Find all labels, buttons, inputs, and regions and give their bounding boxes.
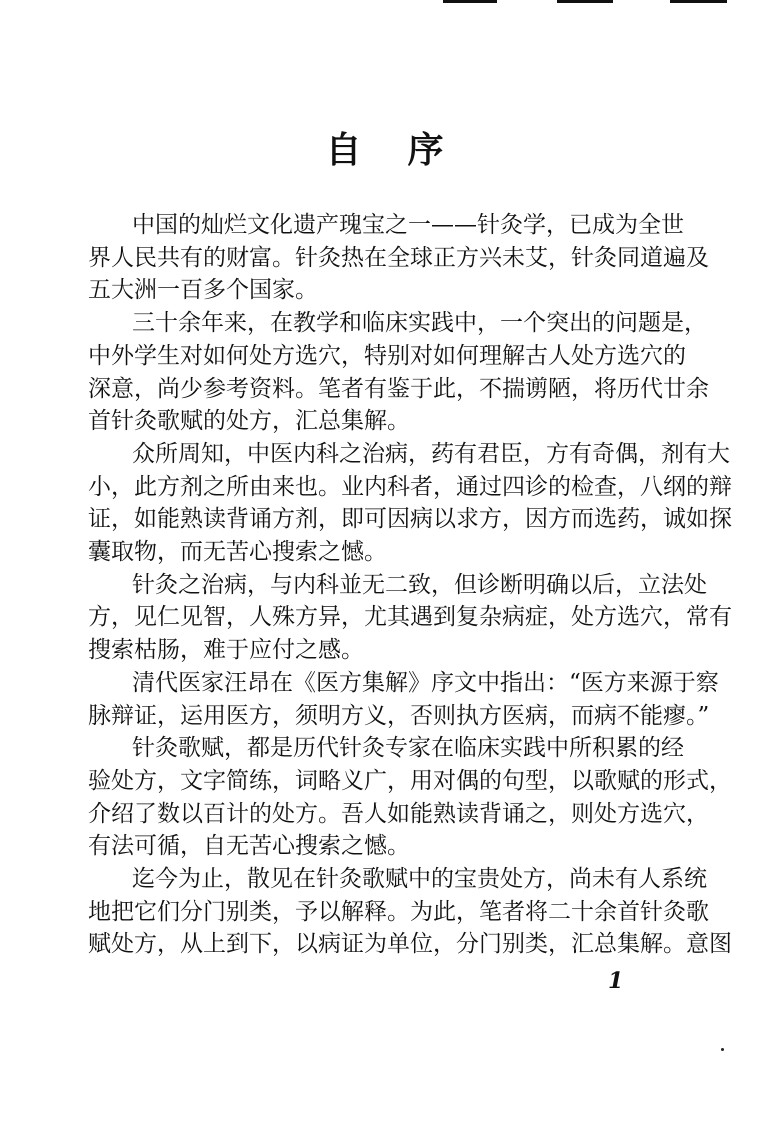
paragraph-line: 证，如能熟读背诵方剂，即可因病以求方，因方而选药，诚如探	[88, 506, 732, 533]
paragraph-line: 中外学生对如何处方选穴，特别对如何理解古人处方选穴的	[88, 342, 686, 369]
scan-speck	[721, 1048, 724, 1051]
paragraph-line: 中国的灿烂文化遗产瑰宝之一——针灸学，已成为全世	[132, 212, 684, 238]
scan-edge-mark	[670, 0, 727, 3]
paragraph-line: 地把它们分门别类，予以解释。为此，笔者将二十余首针灸歌	[88, 898, 709, 925]
paragraph-line: 有法可循，自无苦心搜索之憾。	[88, 833, 410, 860]
preface-body	[88, 209, 732, 961]
scan-edge-mark	[557, 0, 613, 3]
paragraph-line: 迄今为止，散见在针灸歌赋中的宝贵处方，尚未有人系统	[132, 866, 707, 893]
paragraph-line: 界人民共有的财富。针灸热在全球正方兴未艾，针灸同道遍及	[88, 244, 709, 271]
paragraph-line: 脉辩证，运用医方，须明方义，否则执方医病，而病不能瘳。”	[88, 702, 710, 729]
paragraph-line: 方，见仁见智，人殊方异，尤其遇到复杂病症，处方选穴，常有	[88, 604, 732, 631]
paragraph-line: 众所周知，中医内科之治病，药有君臣，方有奇偶，剂有大	[132, 440, 730, 467]
paragraph-line: 验处方，文字简练，词略义广，用对偶的句型，以歌赋的形式，	[88, 767, 732, 794]
paragraph-line: 赋处方，从上到下，以病证为单位，分门别类，汇总集解。意图	[88, 931, 732, 958]
paragraph-line: 囊取物，而无苦心搜索之憾。	[88, 539, 387, 566]
paragraph-line: 小，此方剂之所由来也。业内科者，通过四诊的检查，八纲的辩	[88, 473, 732, 500]
paragraph-line: 五大洲一百多个国家。	[88, 277, 318, 304]
paragraph-line: 针灸歌赋，都是历代针灸专家在临床实践中所积累的经	[132, 735, 684, 762]
page-number: 1	[608, 968, 624, 994]
scan-edge-mark	[443, 0, 497, 3]
paragraph-line: 清代医家汪昂在《医方集解》序文中指出：“医方来源于察	[132, 669, 719, 696]
paragraph-line: 三十余年来，在教学和临床实践中，一个突出的问题是，	[132, 310, 707, 337]
paragraph-line: 介绍了数以百计的处方。吾人如能熟读背诵之，则处方选穴，	[88, 800, 709, 827]
page-title: 自序	[325, 129, 490, 171]
paragraph-line: 搜索枯肠，难于应付之感。	[88, 637, 364, 664]
paragraph-line: 深意，尚少参考资料。笔者有鉴于此，不揣谫陋，将历代廿余	[88, 375, 709, 402]
paragraph-line: 针灸之治病，与内科並无二致，但诊断明确以后，立法处	[132, 571, 707, 598]
paragraph-line: 首针灸歌赋的处方，汇总集解。	[88, 408, 410, 435]
